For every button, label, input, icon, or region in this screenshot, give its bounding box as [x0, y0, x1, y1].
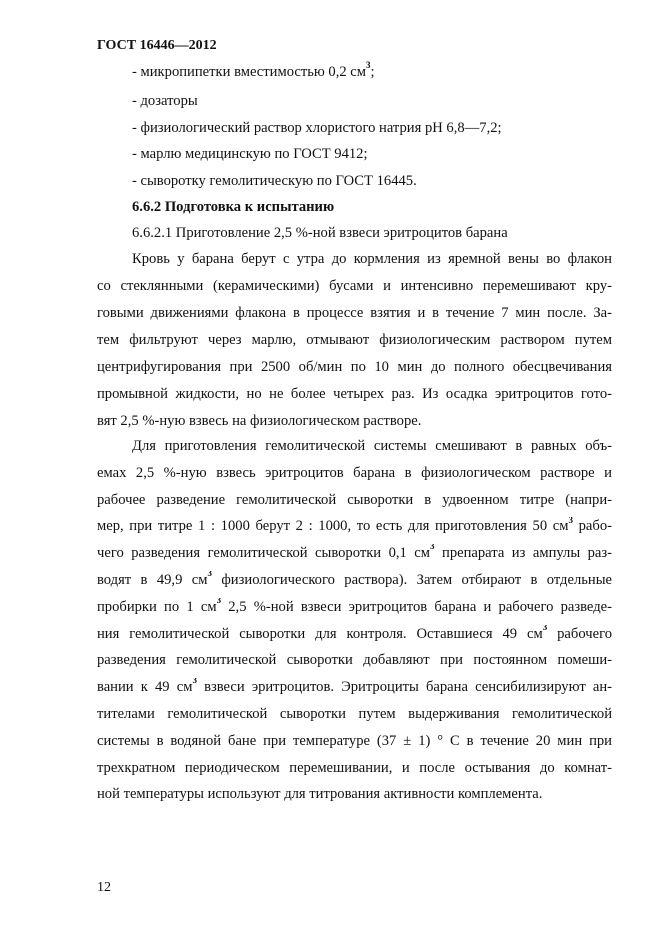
text-line: разведения гемолитической сыворотки добавляют при постоянном помеши-	[97, 652, 612, 669]
text-line: трехкратном периодическом перемешивании, и после остывания до комнат-	[97, 759, 612, 776]
text-line: системы в водяной бане при температуре (37 ± 1) ° С в течение 20 мин при	[97, 732, 612, 749]
text-line: Кровь у барана берут с утра до кормления из яремной вены во флакон	[132, 251, 612, 267]
text-line: водят в 49,9 $см^3$ физиологического раствора). Затем отбирают в отдельные	[97, 571, 612, 588]
list-item: - сыворотку гемолитическую по ГОСТ 16445.	[132, 173, 417, 189]
text-line: центрифугирования при 2500 об/мин по 10 мин до полного обесцвечивания	[97, 359, 612, 375]
list-item: - дозаторы	[132, 93, 198, 109]
text-line: рабочее разведение гемолитической сыворотки в удвоенном титре (напри-	[97, 491, 612, 508]
text-line: тителами гемолитической сыворотки путем выдерживания гемолитической	[97, 706, 612, 722]
section-heading: 6.6.2 Подготовка к испытанию	[132, 199, 335, 215]
list-item: - марлю медицинскую по ГОСТ 9412;	[132, 146, 368, 162]
text-line: мер, при титре 1 : 1000 берут 2 : 1000, то есть для приготовления 50 $см^3$ рабо-	[97, 517, 612, 535]
text-line: говыми движениями флакона в процессе взятия и в течение 7 мин после. За-	[97, 305, 612, 321]
text-line: вании к 49 $см^3$ взвеси эритроцитов. Эритроциты барана сенсибилизируют ан-	[97, 678, 612, 696]
text-line: пробирки по 1 $см^3$ 2,5 %-ной взвеси эритроцитов барана и рабочего разведе-	[97, 597, 612, 615]
page-number: 12	[97, 880, 111, 895]
text-line: емах 2,5 %-ную взвесь эритроцитов барана в физиологическом растворе и	[97, 464, 612, 481]
text-line: чего разведения гемолитической сыворотки 0,1 $см^3$ препарата из ампулы раз-	[97, 544, 612, 562]
text-line: ния гемолитической сыворотки для контроля. Оставшиеся 49 $см^3$ рабочего	[97, 624, 612, 642]
text-line: промывной жидкости, но не более четырех раз. Из осадка эритроцитов гото-	[97, 386, 612, 402]
text-line: вят 2,5 %-ную взвесь на физиологическом растворе.	[97, 413, 422, 429]
text-line: тем фильтруют через марлю, отмывают физиологическим раствором путем	[97, 332, 612, 348]
document-header: ГОСТ 16446—2012	[97, 38, 217, 53]
text-line: со стеклянными (керамическими) бусами и интенсивно перемешивают кру-	[97, 278, 612, 294]
subsection-title: 6.6.2.1 Приготовление 2,5 %-ной взвеси эритроцитов барана	[132, 225, 508, 241]
text-line: Для приготовления гемолитической системы смешивают в равных объ-	[132, 438, 612, 454]
list-item: - микропипетки вместимостью 0,2 $см^3$;	[132, 60, 375, 80]
text-line: ной температуры используют для титрования активности комплемента.	[97, 786, 543, 803]
list-item: - физиологический раствор хлористого натрия рН 6,8—7,2;	[132, 120, 502, 136]
